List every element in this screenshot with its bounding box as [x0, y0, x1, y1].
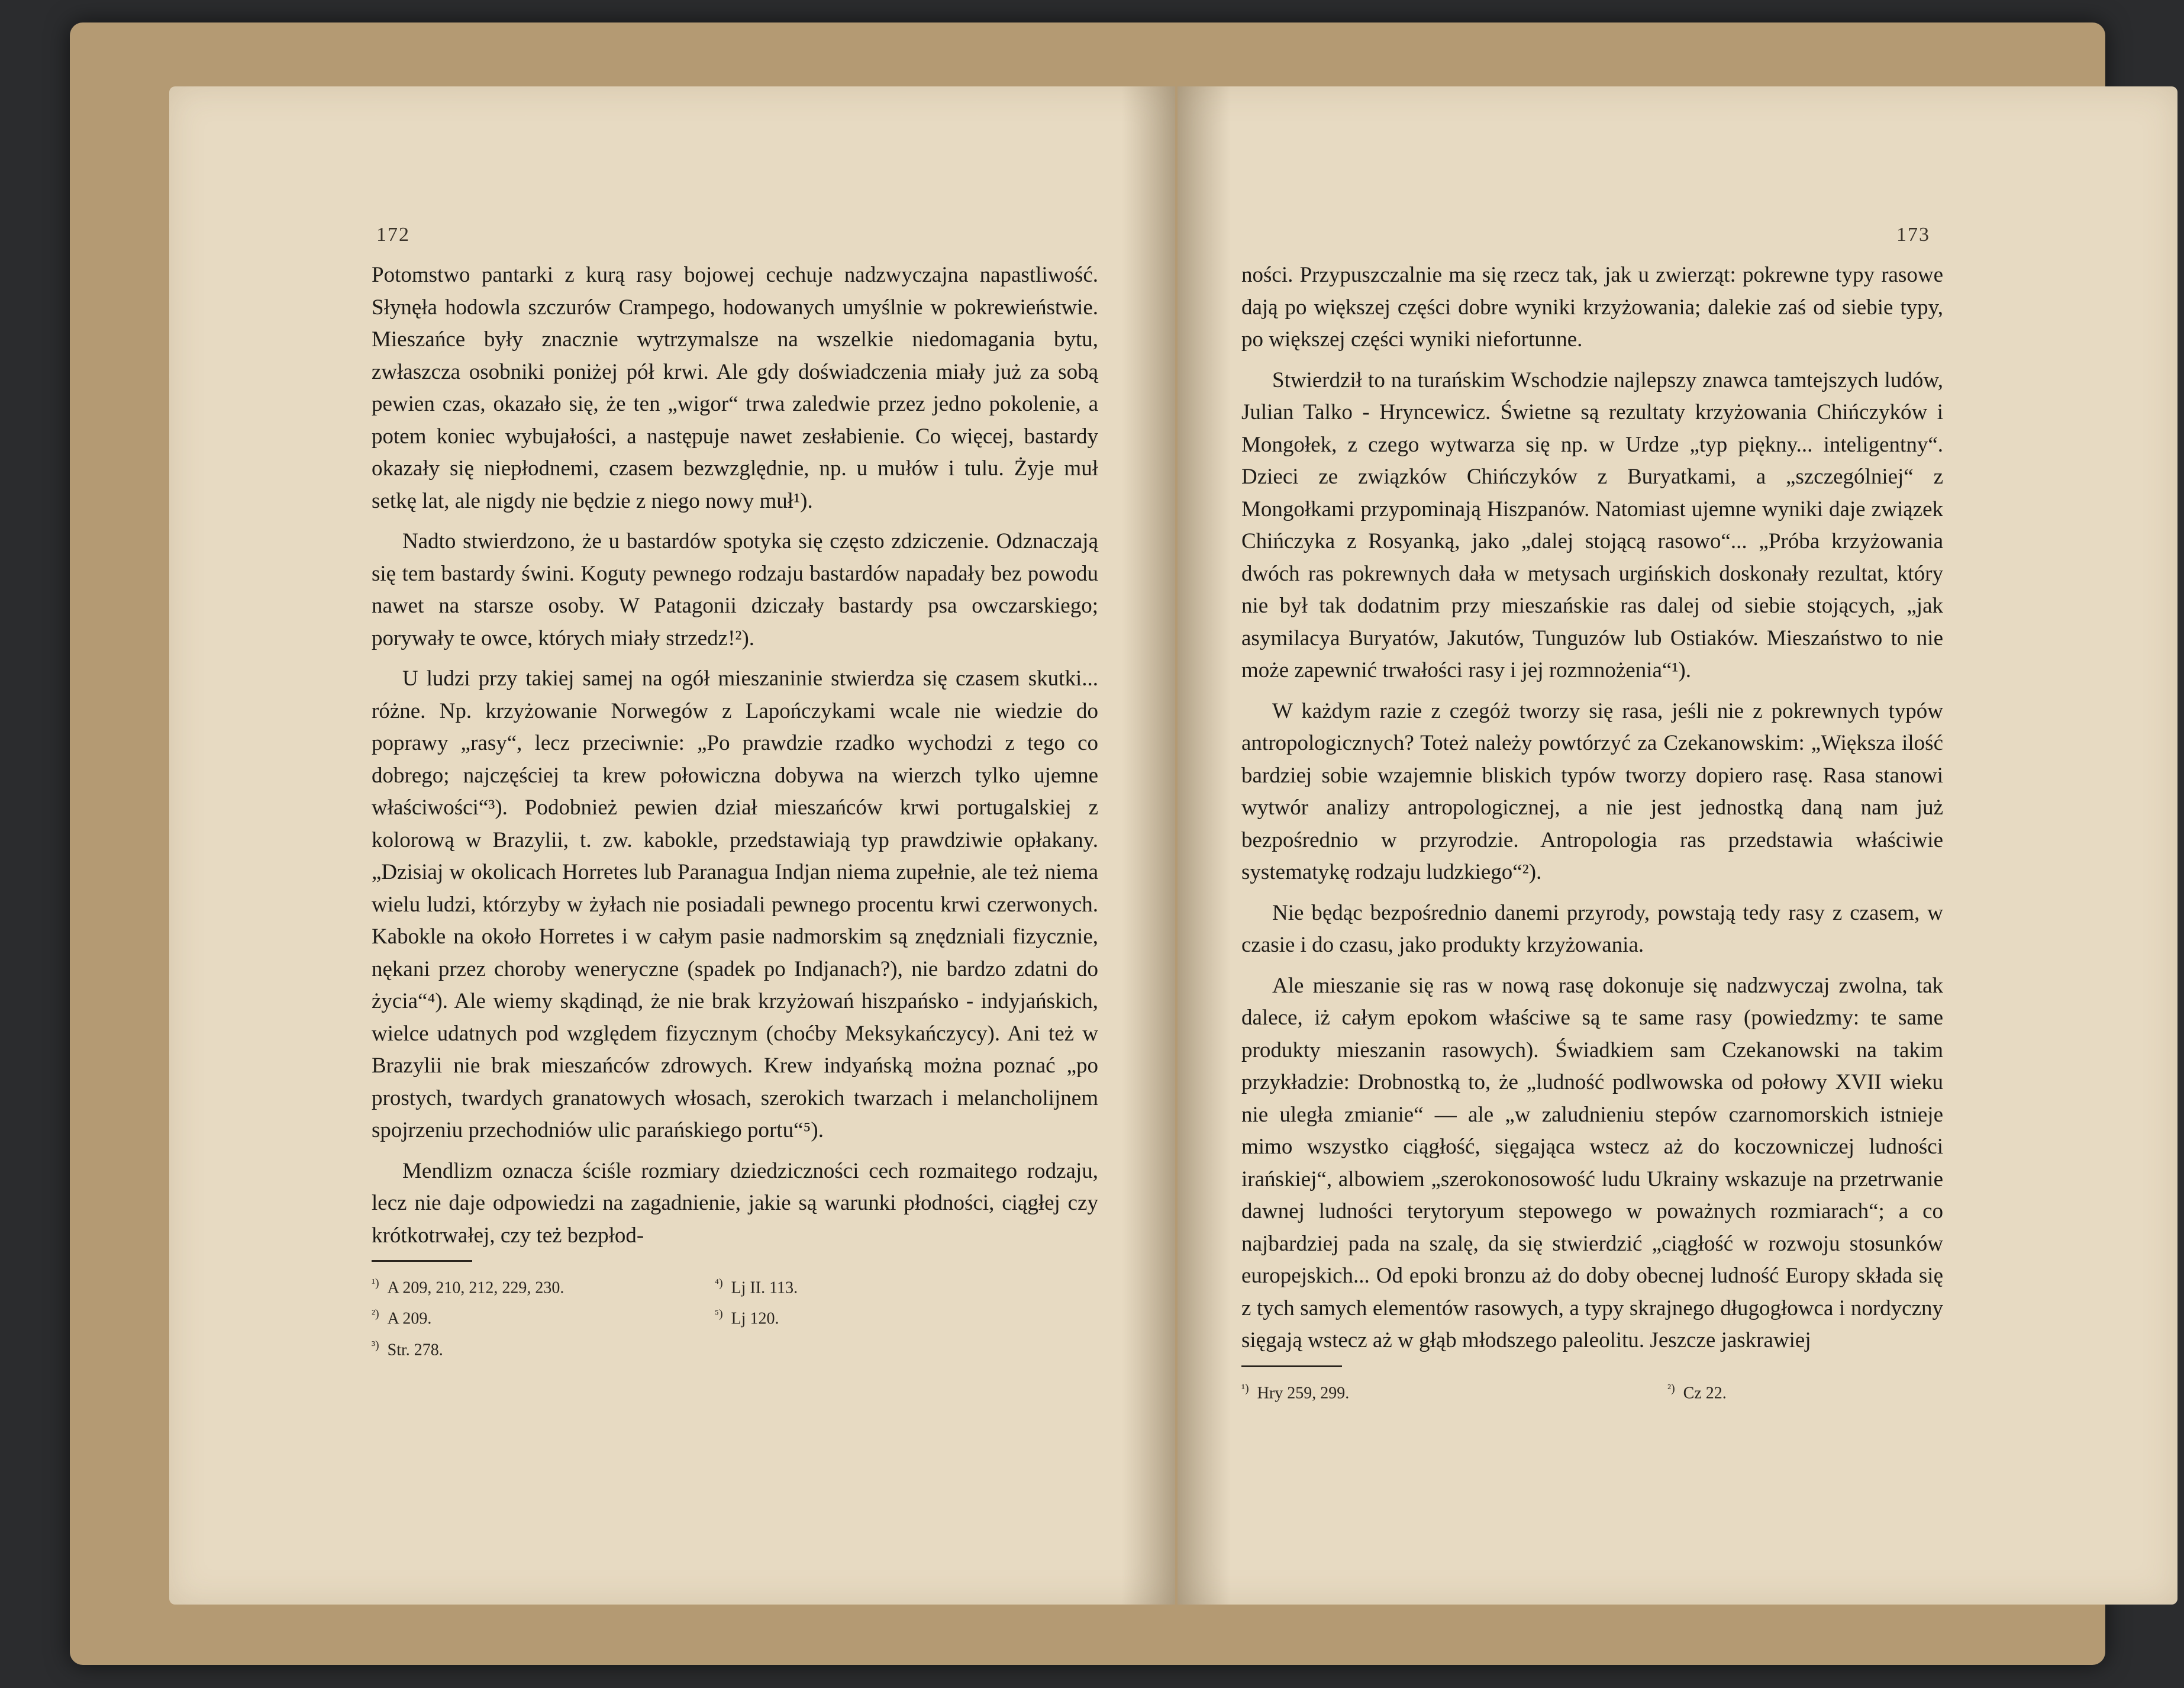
- footnote-mark: ⁴): [715, 1277, 723, 1290]
- left-page: [169, 86, 1175, 1605]
- paragraph: Nadto stwierdzono, że u bastardów spotyka się często zdziczenie. Odznaczają się tem bastardy świni. Koguty pewnego rodzaju bastardów napadały bez powodu nawet na starsze osoby. W Patagonii dziczały bastardy psa owczarskiego; porywały te owce, których miały strzedz!²).: [372, 529, 1098, 650]
- gutter-shadow: [1178, 86, 1231, 1605]
- footnote-mark: ¹): [1241, 1381, 1249, 1395]
- footnote-mark: ²): [372, 1307, 379, 1321]
- footnote-text: A 209, 210, 212, 229, 230.: [387, 1278, 564, 1297]
- footnotes: [372, 1270, 1098, 1363]
- footnote-column: [372, 1270, 679, 1363]
- footnote-text: Lj II. 113.: [731, 1278, 798, 1297]
- right-page: [1178, 86, 2177, 1605]
- footnote-mark: ¹): [372, 1277, 379, 1290]
- paragraph: Ale mieszanie się ras w nową rasę dokonuje się nadzwyczaj zwolna, tak dalece, iż całym epokom właściwe są te same rasy (powiedzmy: te same produkty mieszanin rasowych). Świadkiem sam Czekanowski na takim przykładzie: Drobnostką to, że „ludność podlwowska od połowy XVII wieku nie uległa zmianie“ — ale „w zaludnieniu stepów czarnomorskich istnieje mimo wszystko ciągłość, sięgająca wstecz aż do koczowniczej ludności irańskiej“, albowiem „szerokonosowość ludu Ukrainy wskazuje na przetrwanie dawnej ludności terytoryum stepowego w poważnych rozmiarach“; a co najbardziej pada na szalę, da się stwierdzić „ciągłość w rozwoju stosunków europejskich... Od epoki bronzu aż do doby obecnej ludność Europy składa się z tych samych elementów rasowych, a typy skrajnego długogłowca i nordyczny sięgają wstecz aż w głąb młodszego paleolitu. Jeszcze jaskrawiej: [1241, 973, 1943, 1352]
- footnote: [372, 1332, 679, 1363]
- footnote-text: Str. 278.: [387, 1340, 443, 1359]
- footnote: [372, 1270, 679, 1301]
- paragraph: U ludzi przy takiej samej na ogół mieszaninie stwierdza się czasem skutki... różne. Np. krzyżowanie Norwegów z Lapończykami wcale nie wiedzie do poprawy „rasy“, lecz przeciwnie: „Po prawdzie rzadko wychodzi z tego co dobrego; najczęściej ta krew połowiczna dobywa na wierzch tylko ujemne właściwości“³). Podobnież pewien dział mieszańców krwi portugalskiej z kolorową w Brazylii, t. zw. kabokle, przedstawiają typ prawdziwie opłakany. „Dzisiaj w okolicach Horretes lub Paranagua Indjan niema zupełnie, ale też niema wielu ludzi, którzyby w żyłach nie posiadali pewnego procentu krwi czerwonych. Kabokle na około Horretes i w całym pasie nadmorskim są znędzniali fizycznie, nękani przez choroby weneryczne (spadek po Indjanach?), nie bardzo zdatni do życia“⁴). Ale wiemy skądinąd, że nie brak krzyżowań hiszpańsko - indyjańskich, wielce udatnych pod względem fizycznym (choćby Meksykańczycy). Ani też w Brazylii nie brak mieszańców zdrowych. Krew indyańską można poznać „po prostych, twardych granatowych włosach, szerokich twarzach i melancholijnem spojrzeniu przechodniów ulic parańskiego portu“⁵).: [372, 666, 1098, 1142]
- footnote: [715, 1301, 1022, 1332]
- page-number: 172: [376, 224, 410, 246]
- footnote-rule: [372, 1260, 472, 1262]
- footnote-text: A 209.: [387, 1309, 432, 1328]
- footnote-text: Hry 259, 299.: [1257, 1383, 1350, 1402]
- left-page-text: [372, 259, 1098, 1363]
- paragraph: Nie będąc bezpośrednio danemi przyrody, powstają tedy rasy z czasem, w czasie i do czasu, jako produkty krzyżowania.: [1241, 900, 1943, 957]
- footnote-mark: ³): [372, 1338, 379, 1352]
- footnote-mark: ²): [1667, 1381, 1675, 1395]
- open-book: [70, 22, 2105, 1665]
- footnote: [372, 1301, 679, 1332]
- footnote-column: [715, 1270, 1022, 1363]
- footnote: [715, 1270, 1022, 1301]
- footnotes: [1241, 1375, 1943, 1406]
- page-number: 173: [1896, 224, 1930, 246]
- footnote-text: Cz 22.: [1683, 1383, 1727, 1402]
- paragraph: Potomstwo pantarki z kurą rasy bojowej cechuje nadzwyczajna napastliwość. Słynęła hodowla szczurów Crampego, hodowanych umyślnie w pokrewieństwie. Mieszańce były znacznie wytrzymalsze na wszelkie niedomagania bytu, zwłaszcza osobniki poniżej pół krwi. Ale gdy doświadczenia miały już za sobą pewien czas, okazało się, że ten „wigor“ trwa zaledwie przez jedno pokolenie, a potem koniec wybujałości, a następuje nawet zesłabienie. Co więcej, bastardy okazały się niepłodnemi, czasem bezwzględnie, np. u mułów i tulu. Żyje muł setkę lat, ale nigdy nie będzie z niego nowy muł¹).: [372, 263, 1098, 513]
- paragraph: Stwierdził to na turańskim Wschodzie najlepszy znawca tamtejszych ludów, Julian Talko - Hryncewicz. Świetne są rezultaty krzyżowania Chińczyków i Mongołek, z czego wytwarza się np. w Urdze „typ piękny... inteligentny“. Dzieci ze związków Chińczyków z Buryatkami, a „szczególniej“ z Mongołkami przypominają Hiszpanów. Natomiast ujemne wyniki daje związek Chińczyka z Rosyanką, jako „dalej stojącą rasowo“... „Próba krzyżowania dwóch ras pokrewnych dała w metysach urgińskich doskonały rezultat, który nie był tak dodatnim przy mieszańskie ras dalej od siebie stojących, „jak asymilacya Buryatów, Jakutów, Tunguzów lub Ostiaków. Mieszaństwo to nie może zapewnić trwałości rasy i jej rozmnożenia“¹).: [1241, 368, 1943, 682]
- paragraph: Mendlizm oznacza ściśle rozmiary dziedziczności cech rozmaitego rodzaju, lecz nie daje odpowiedzi na zagadnienie, jakie są warunki płodności, ciągłej czy krótkotrwałej, czy też bezpłod-: [372, 1158, 1098, 1248]
- footnote: [1241, 1375, 1667, 1406]
- footnote: [1667, 1375, 1727, 1406]
- paragraph: W każdym razie z czegóż tworzy się rasa, jeśli nie z pokrewnych typów antropologicznych? Toteż należy powtórzyć za Czekanowskim: „Większa ilość bardziej sobie wzajemnie bliskich typów tworzy dopiero rasę. Rasa stanowi wytwór analizy antropologicznej, a nie jest jednostką daną nam już bezpośrednio w przyrodzie. Antropologia ras przedstawia właściwie systematykę rodzaju ludzkiego“²).: [1241, 698, 1943, 884]
- gutter-shadow: [1122, 86, 1175, 1605]
- right-page-text: [1241, 259, 1943, 1406]
- paragraph: ności. Przypuszczalnie ma się rzecz tak, jak u zwierząt: pokrewne typy rasowe dają po większej części dobre wyniki krzyżowania; dalekie zaś od siebie typy, po większej części wyniki niefortunne.: [1241, 263, 1943, 352]
- footnote-text: Lj 120.: [731, 1309, 779, 1328]
- footnote-rule: [1241, 1365, 1342, 1367]
- footnote-mark: ⁵): [715, 1307, 723, 1321]
